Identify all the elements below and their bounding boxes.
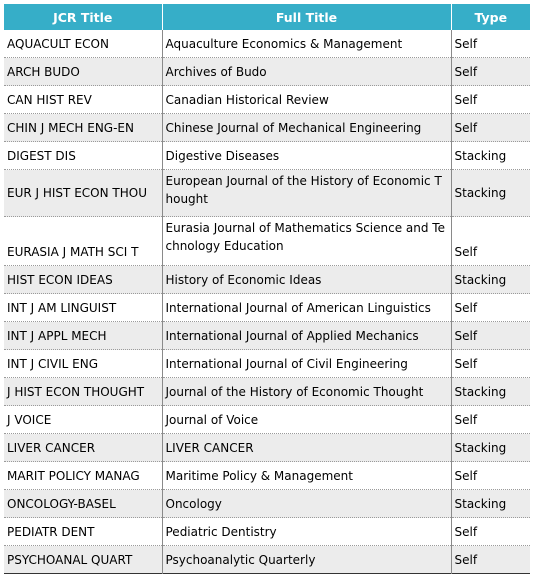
jcr-title-cell: ONCOLOGY-BASEL xyxy=(4,490,162,518)
full-title-cell: European Journal of the History of Economic Thought xyxy=(162,170,451,217)
jcr-title-cell: INT J APPL MECH xyxy=(4,322,162,350)
type-cell: Stacking xyxy=(451,266,530,294)
type-cell: Stacking xyxy=(451,378,530,406)
full-title-cell: International Journal of American Linguistics xyxy=(162,294,451,322)
table-row xyxy=(4,406,530,434)
full-title-cell: Journal of Voice xyxy=(162,406,451,434)
type-cell: Self xyxy=(451,518,530,546)
jcr-title-cell: EURASIA J MATH SCI T xyxy=(4,217,162,266)
table-row xyxy=(4,490,530,518)
type-cell: Self xyxy=(451,350,530,378)
header-row xyxy=(4,4,530,30)
table-row xyxy=(4,30,530,58)
table-row xyxy=(4,170,530,217)
header-full-title: Full Title xyxy=(162,4,451,30)
full-title-cell: LIVER CANCER xyxy=(162,434,451,462)
table-row xyxy=(4,434,530,462)
full-title-cell: Psychoanalytic Quarterly xyxy=(162,546,451,574)
type-cell: Self xyxy=(451,86,530,114)
full-title-cell: Digestive Diseases xyxy=(162,142,451,170)
jcr-title-cell: LIVER CANCER xyxy=(4,434,162,462)
type-cell: Stacking xyxy=(451,142,530,170)
type-cell: Self xyxy=(451,30,530,58)
full-title-cell: Eurasia Journal of Mathematics Science and Technology Education xyxy=(162,217,451,266)
jcr-title-cell: EUR J HIST ECON THOU xyxy=(4,170,162,217)
full-title-cell: Canadian Historical Review xyxy=(162,86,451,114)
jcr-title-cell: J VOICE xyxy=(4,406,162,434)
full-title-cell: History of Economic Ideas xyxy=(162,266,451,294)
table-row xyxy=(4,518,530,546)
type-cell: Self xyxy=(451,546,530,574)
table-row xyxy=(4,58,530,86)
full-title-cell: International Journal of Applied Mechanics xyxy=(162,322,451,350)
jcr-title-cell: DIGEST DIS xyxy=(4,142,162,170)
header-jcr-title: JCR Title xyxy=(4,4,162,30)
table-row xyxy=(4,350,530,378)
full-title-cell: Aquaculture Economics & Management xyxy=(162,30,451,58)
type-cell: Stacking xyxy=(451,434,530,462)
jcr-title-cell: HIST ECON IDEAS xyxy=(4,266,162,294)
table-row xyxy=(4,546,530,574)
table-row xyxy=(4,217,530,266)
full-title-cell: Maritime Policy & Management xyxy=(162,462,451,490)
table-header xyxy=(4,4,530,30)
type-cell: Self xyxy=(451,58,530,86)
table-row xyxy=(4,86,530,114)
jcr-title-cell: INT J AM LINGUIST xyxy=(4,294,162,322)
jcr-title-cell: PEDIATR DENT xyxy=(4,518,162,546)
type-cell: Stacking xyxy=(451,170,530,217)
jcr-title-cell: AQUACULT ECON xyxy=(4,30,162,58)
jcr-title-cell: J HIST ECON THOUGHT xyxy=(4,378,162,406)
table-row xyxy=(4,142,530,170)
full-title-cell: Journal of the History of Economic Thought xyxy=(162,378,451,406)
type-cell: Self xyxy=(451,217,530,266)
type-cell: Self xyxy=(451,462,530,490)
type-cell: Self xyxy=(451,322,530,350)
type-cell: Self xyxy=(451,114,530,142)
jcr-title-cell: MARIT POLICY MANAG xyxy=(4,462,162,490)
type-cell: Self xyxy=(451,294,530,322)
type-cell: Self xyxy=(451,406,530,434)
table-body xyxy=(4,30,530,574)
jcr-title-cell: PSYCHOANAL QUART xyxy=(4,546,162,574)
table-row xyxy=(4,462,530,490)
table-row xyxy=(4,294,530,322)
jcr-title-cell: CAN HIST REV xyxy=(4,86,162,114)
full-title-cell: Archives of Budo xyxy=(162,58,451,86)
header-type: Type xyxy=(451,4,530,30)
full-title-cell: Pediatric Dentistry xyxy=(162,518,451,546)
table-row xyxy=(4,322,530,350)
jcr-title-cell: ARCH BUDO xyxy=(4,58,162,86)
jcr-title-cell: CHIN J MECH ENG-EN xyxy=(4,114,162,142)
full-title-cell: Oncology xyxy=(162,490,451,518)
full-title-cell: International Journal of Civil Engineering xyxy=(162,350,451,378)
table-row xyxy=(4,378,530,406)
full-title-cell: Chinese Journal of Mechanical Engineering xyxy=(162,114,451,142)
jcr-title-cell: INT J CIVIL ENG xyxy=(4,350,162,378)
journal-table xyxy=(4,4,530,574)
table-row xyxy=(4,114,530,142)
table-row xyxy=(4,266,530,294)
type-cell: Stacking xyxy=(451,490,530,518)
